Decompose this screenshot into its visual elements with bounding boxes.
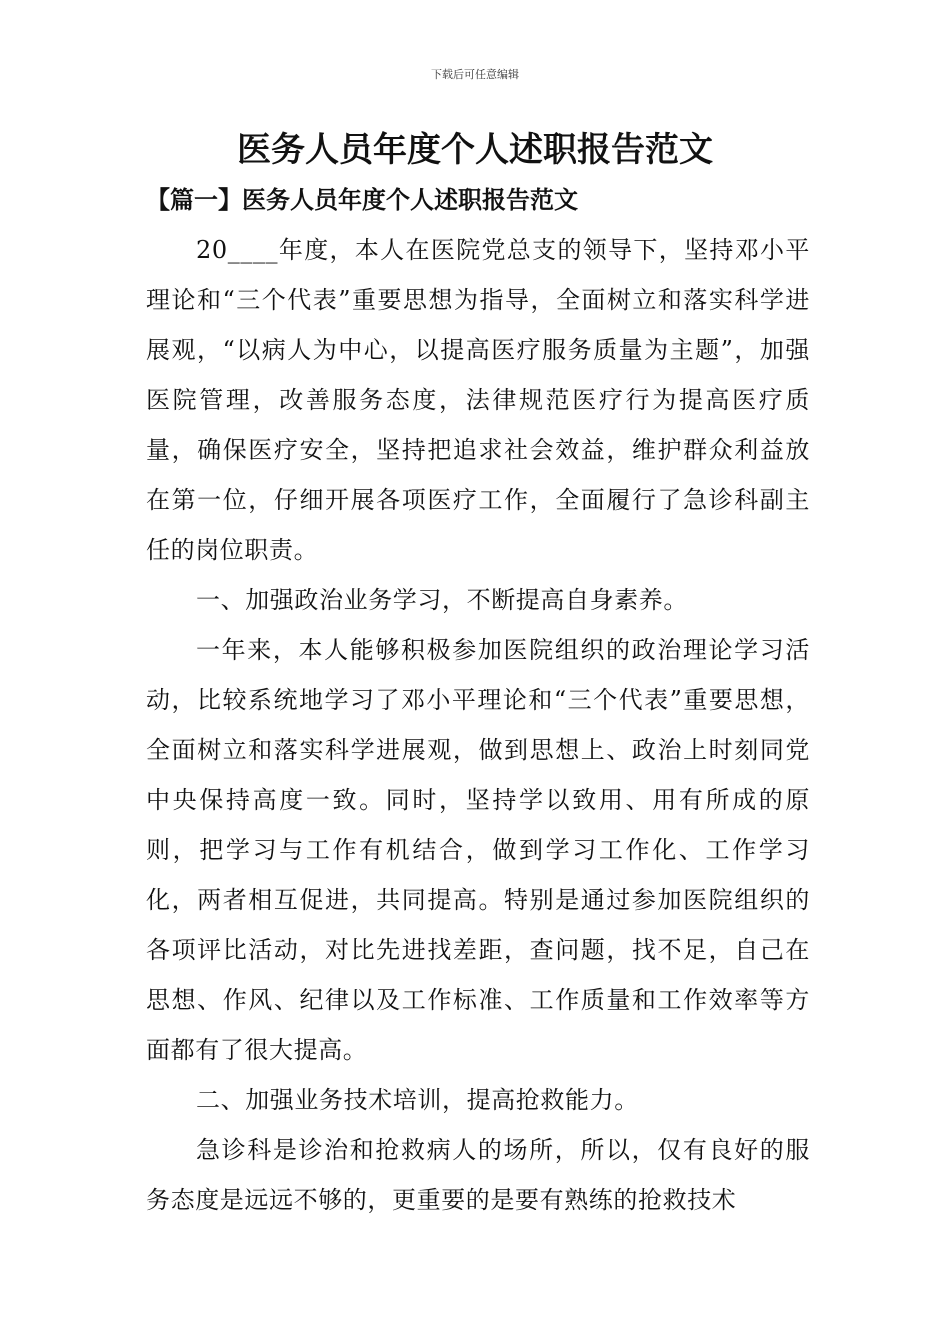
document-body — [146, 225, 810, 1225]
paragraph-heading-one: 一、加强政治业务学习，不断提高自身素养。 — [196, 586, 688, 614]
paragraph-intro: 20____年度，本人在医院党总支的领导下，坚持邓小平理论和“三个代表”重要思想为指导，全面树立和落实科学进展观，“以病人为中心，以提高医疗服务质量为主题”，加强医院管理，改善服务态度，法律规范医疗行为提高医疗质量，确保医疗安全，坚持把追求社会效益，维护群众利益放在第一位，仔细开展各项医疗工作，全面履行了急诊科副主任的岗位职责。 — [146, 236, 810, 564]
paragraph-study: 一年来，本人能够积极参加医院组织的政治理论学习活动，比较系统地学习了邓小平理论和“三个代表”重要思想，全面树立和落实科学进展观，做到思想上、政治上时刻同党中央保持高度一致。同时，坚持学以致用、用有所成的原则，把学习与工作有机结合，做到学习工作化、工作学习化，两者相互促进，共同提高。特别是通过参加医院组织的各项评比活动，对比先进找差距，查问题，找不足，自己在思想、作风、纪律以及工作标准、工作质量和工作效率等方面都有了很大提高。 — [146, 636, 810, 1064]
section-heading: 【篇一】医务人员年度个人述职报告范文 — [146, 185, 578, 214]
header-note: 下载后可任意编辑 — [431, 68, 519, 81]
document-title: 医务人员年度个人述职报告范文 — [237, 130, 713, 170]
paragraph-emergency: 急诊科是诊治和抢救病人的场所，所以，仅有良好的服务态度是远远不够的，更重要的是要有熟练的抢救技术 — [146, 1136, 810, 1214]
paragraph-heading-two: 二、加强业务技术培训，提高抢救能力。 — [196, 1086, 639, 1114]
